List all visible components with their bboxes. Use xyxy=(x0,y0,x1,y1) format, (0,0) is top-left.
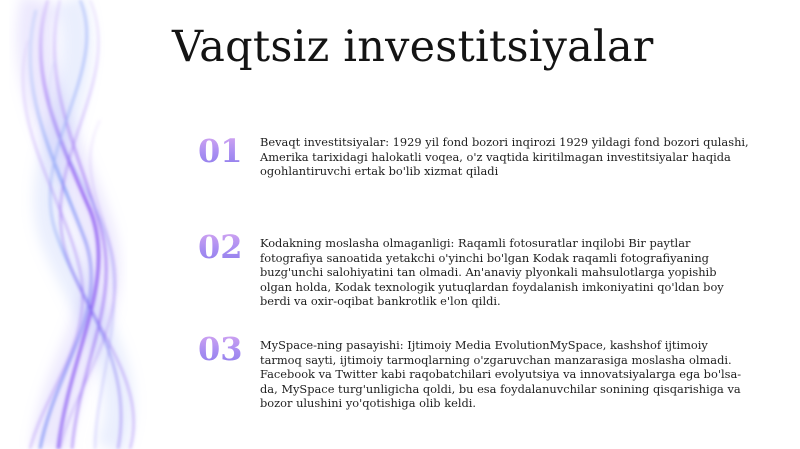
item-number: 03 xyxy=(198,330,243,368)
item-number: 01 xyxy=(198,132,243,170)
slide-title: Vaqtsiz investitsiyalar xyxy=(172,22,654,72)
item-text: MySpace-ning pasayishi: Ijtimoiy Media EvolutionMySpace, kashshof ijtimoiy tarmoq sayti, ijtimoiy tarmoqlarning o'zgaruvchan manzarasiga moslasha olmadi. Facebook va Twitter kabi raqobatchilari evolyutsiya va innovatsiyalarga ega bo'lsa-da, MySpace turg'unligicha qoldi, bu esa foydalanuvchilar sonining qisqarishiga va bozor ulushini yo'qotishiga olib keldi. xyxy=(260,338,742,411)
item-text: Bevaqt investitsiyalar: 1929 yil fond bozori inqirozi 1929 yildagi fond bozori qulashi, Amerika tarixidagi halokatli voqea, o'z vaqtida kiritilmagan investitsiyalar haqida ogohlantiruvchi ertak bo'lib xizmat qiladi xyxy=(260,135,749,179)
item-text: Kodakning moslasha olmaganligi: Raqamli fotosuratlar inqilobi Bir paytlar fotografiya sanoatida yetakchi o'yinchi bo'lgan Kodak raqamli fotografiyaning buzg'unchi salohiyatini tan olmadi. An'anaviy plyonkali mahsulotlarga yopishib olgan holda, Kodak texnologik yutuqlardan foydalanish imkoniyatini qo'ldan boy berdi va oxir-oqibat bankrotlik e'lon qildi. xyxy=(260,236,724,309)
purple-smoke-decoration xyxy=(0,0,200,449)
item-number: 02 xyxy=(198,228,243,266)
